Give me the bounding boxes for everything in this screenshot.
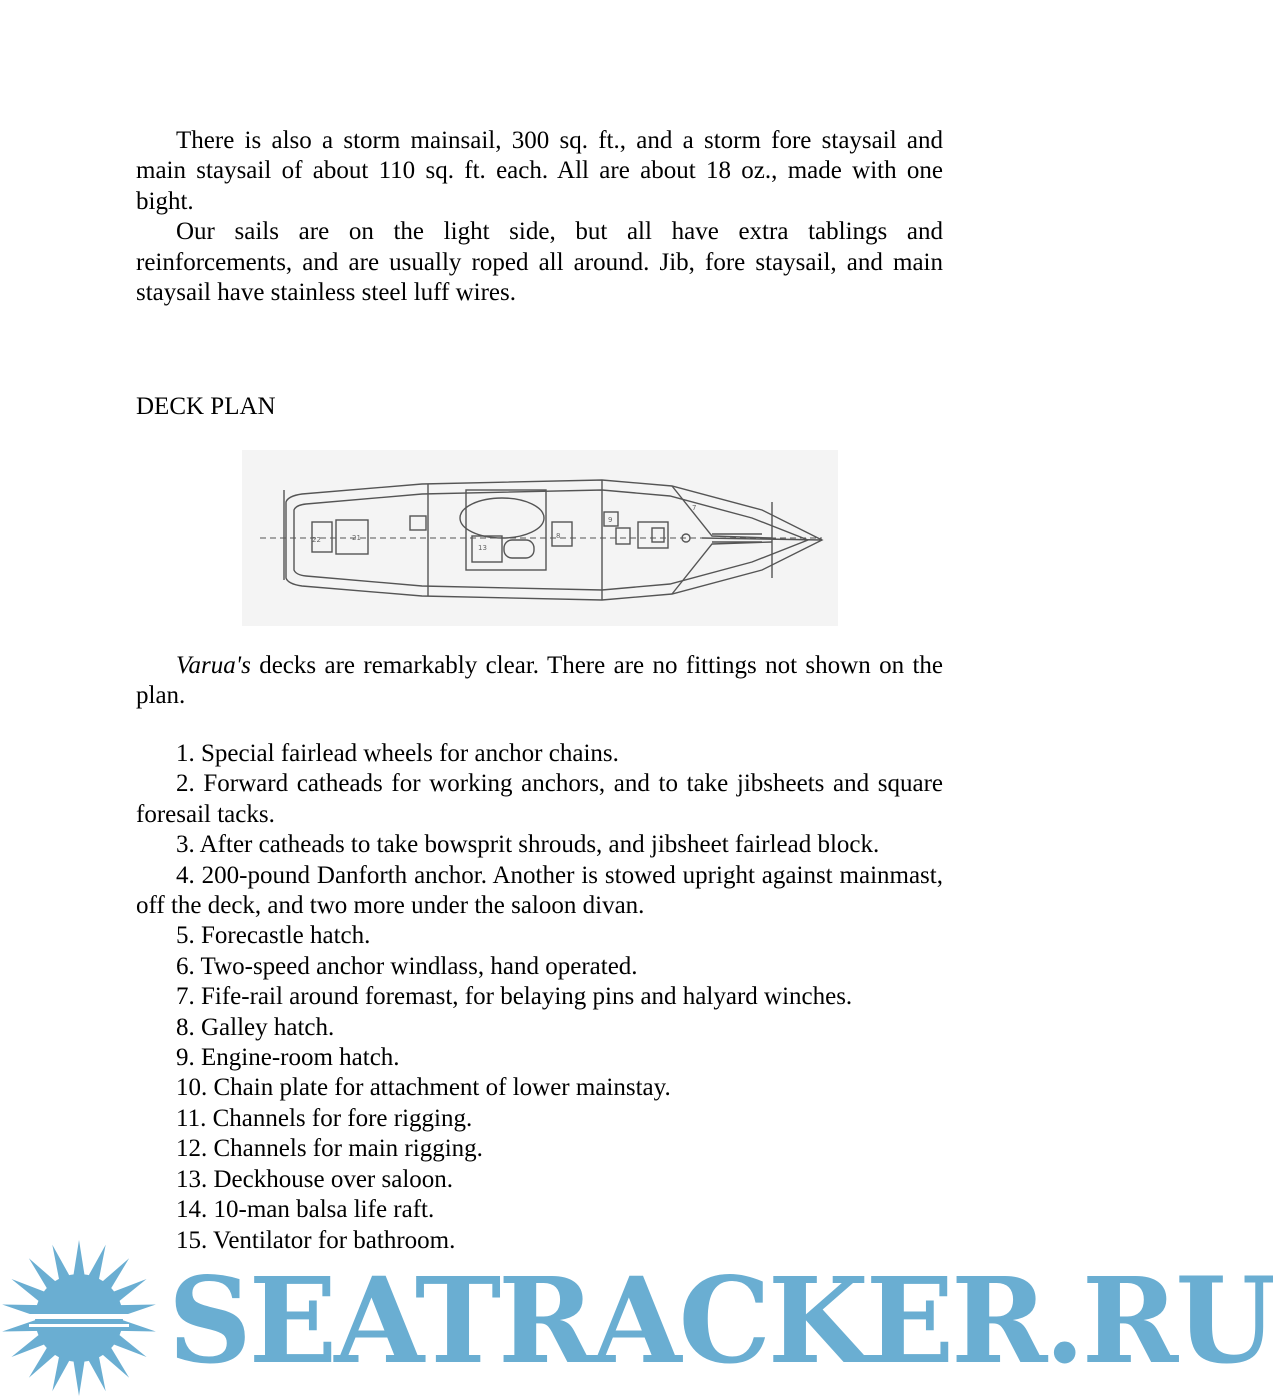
list-item: 5. Forecastle hatch. [176,922,371,950]
paragraph-storm-sails: There is also a storm mainsail, 300 sq. ft., and a storm fore staysail and main staysail of about 110 sq. ft. each. All are about 18 oz., made with one bight. [136,127,943,215]
list-item: 11. Channels for fore rigging. [176,1104,473,1132]
svg-text:7: 7 [692,504,697,512]
list-item: 4. 200-pound Danforth anchor. Another is stowed upright against mainmast, off the deck, and two more under the saloon divan. [136,861,943,920]
deck-plan-drawing-icon [242,450,838,626]
list-item: 12. Channels for main rigging. [176,1135,483,1163]
list-item: 10. Chain plate for attachment of lower mainstay. [176,1074,671,1102]
svg-text:21: 21 [352,534,361,542]
list-item: 15. Ventilator for bathroom. [176,1226,456,1254]
body-text-top [136,126,943,308]
list-item: 6. Two-speed anchor windlass, hand operated. [176,952,638,980]
list-item: 3. After catheads to take bowsprit shrouds, and jibsheet fairlead block. [176,831,880,859]
watermark-text: SEATRACKER.RU [168,1251,1273,1391]
svg-text:22: 22 [312,536,321,544]
list-item: 2. Forward catheads for working anchors, and to take jibsheets and square foresail tacks. [136,770,943,828]
svg-text:8: 8 [556,532,561,540]
fittings-list [136,739,943,1256]
list-item: 13. Deckhouse over saloon. [176,1165,454,1193]
list-item: 1. Special fairlead wheels for anchor chains. [176,740,619,767]
svg-text:13: 13 [478,544,487,552]
intro-text: decks are remarkably clear. There are no fittings not shown on the plan. [136,652,943,710]
list-item: 9. Engine-room hatch. [176,1044,400,1072]
list-item: 8. Galley hatch. [176,1013,335,1041]
paragraph-sail-construction: Our sails are on the light side, but all have extra tablings and reinforcements, and are usually roped all around. Jib, fore staysail, and main staysail have stainless steel luff wires. [136,218,943,307]
list-item: 7. Fife-rail around foremast, for belaying pins and halyard winches. [176,983,853,1011]
boat-name: Varua's [176,652,251,679]
section-heading: DECK PLAN [136,393,276,420]
deck-plan-figure [242,450,838,626]
list-item: 14. 10-man balsa life raft. [176,1196,435,1224]
svg-text:9: 9 [608,516,613,524]
intro-paragraph [136,651,943,712]
